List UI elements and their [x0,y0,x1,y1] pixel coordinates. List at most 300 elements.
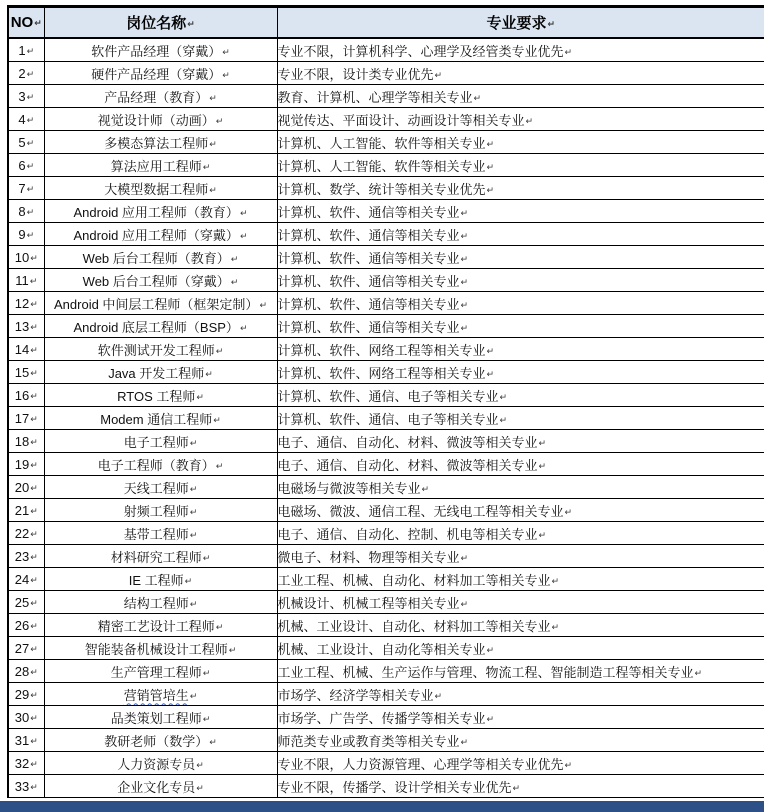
major-requirement: 机械设计、机械工程等相关专业 [277,595,460,611]
table-row [8,430,764,453]
paragraph-mark-icon: ↵ [202,667,211,678]
row-number-cell [8,85,44,108]
major-requirement: 机械、工业设计、自动化等相关专业 [277,641,486,657]
table-row [8,38,764,62]
row-number-cell [8,62,44,85]
row-number-cell [8,614,44,637]
row-number-cell [8,522,44,545]
row-number: 9 [18,226,26,242]
position-name: 算法应用工程师 [110,158,202,174]
major-requirement-cell [277,568,764,591]
row-number-cell [8,246,44,269]
major-requirement-cell [277,499,764,522]
major-requirement-cell [277,292,764,315]
table-row [8,499,764,522]
paragraph-mark-icon: ↵ [551,621,560,632]
major-requirement: 微电子、材料、物理等相关专业 [277,549,460,565]
row-number-cell [8,154,44,177]
major-requirement: 电磁场、微波、通信工程、无线电工程等相关专业 [277,503,564,519]
position-name-cell [44,131,277,154]
col-header-major-requirement-label: 专业要求 [486,15,547,32]
major-requirement-cell [277,430,764,453]
position-name-cell [44,361,277,384]
paragraph-mark-icon: ↵ [30,643,38,654]
row-number-cell [8,338,44,361]
paragraph-mark-icon: ↵ [473,92,482,103]
paragraph-mark-icon: ↵ [26,206,35,217]
paragraph-mark-icon: ↵ [189,598,198,609]
position-name: 生产管理工程师 [110,664,202,680]
major-requirement: 电磁场与微波等相关专业 [277,480,421,496]
row-number-cell [8,177,44,200]
paragraph-mark-icon: ↵ [209,138,217,149]
row-number: 33 [14,778,30,794]
major-requirement-cell [277,407,764,430]
col-header-no-label: NO [10,14,34,31]
position-name-cell [44,200,277,223]
position-name-cell [44,476,277,499]
paragraph-mark-icon: ↵ [26,229,35,240]
paragraph-mark-icon: ↵ [460,207,469,218]
position-name-cell [44,453,277,476]
major-requirement-cell [277,683,764,706]
major-requirement-cell [277,200,764,223]
paragraph-mark-icon: ↵ [209,184,217,195]
paragraph-mark-icon: ↵ [26,114,35,125]
major-requirement: 专业不限，人力资源管理、心理学等相关专业优先 [277,756,564,772]
paragraph-mark-icon: ↵ [30,390,38,401]
paragraph-mark-icon: ↵ [30,321,38,332]
position-name-cell [44,292,277,315]
major-requirement: 专业不限，计算机科学、心理学及经管类专业优先 [277,43,564,59]
table-row [8,177,764,200]
table-header-row [8,7,764,39]
position-name-cell [44,660,277,683]
paragraph-mark-icon: ↵ [187,19,195,29]
position-name-cell [44,430,277,453]
position-name-cell [44,246,277,269]
major-requirement-cell [277,223,764,246]
paragraph-mark-icon: ↵ [196,759,204,770]
position-name-cell [44,568,277,591]
major-requirement: 师范类专业或教育类等相关专业 [277,733,460,749]
paragraph-mark-icon: ↵ [222,69,230,80]
position-name: 电子工程师 [123,434,189,450]
paragraph-mark-icon: ↵ [547,19,556,29]
paragraph-mark-icon: ↵ [202,552,211,563]
position-name-cell [44,223,277,246]
row-number: 29 [14,686,30,702]
table-row [8,706,764,729]
paragraph-mark-icon: ↵ [486,644,495,655]
paragraph-mark-icon: ↵ [460,598,469,609]
major-requirement-cell [277,108,764,131]
position-name: Android 底层工程师（BSP） [73,319,239,335]
position-name: Web 后台工程师（穿戴） [82,273,230,289]
paragraph-mark-icon: ↵ [215,460,224,471]
position-name: 教研老师（数学） [104,733,209,749]
position-name-cell [44,338,277,361]
table-row [8,660,764,683]
position-name: 电子工程师（教育） [97,457,215,473]
table-row [8,637,764,660]
row-number-cell [8,223,44,246]
position-name: Android 应用工程师（教育） [73,204,239,220]
row-number-cell [8,430,44,453]
position-name: 基带工程师 [123,526,189,542]
table-row [8,476,764,499]
major-requirement: 计算机、软件、通信等相关专业 [277,319,460,335]
position-name: Android 应用工程师（穿戴） [73,227,239,243]
major-requirement-cell [277,752,764,775]
paragraph-mark-icon: ↵ [525,115,534,126]
table-row [8,614,764,637]
major-requirement: 工业工程、机械、自动化、材料加工等相关专业 [277,572,551,588]
table-row [8,453,764,476]
major-requirement-cell [277,246,764,269]
position-name-cell [44,384,277,407]
row-number: 7 [18,180,26,196]
paragraph-mark-icon: ↵ [538,529,547,540]
row-number: 8 [18,203,26,219]
paragraph-mark-icon: ↵ [460,736,469,747]
major-requirement: 电子、通信、自动化、控制、机电等相关专业 [277,526,538,542]
position-name: 智能装备机械设计工程师 [84,641,228,657]
row-number-cell [8,568,44,591]
row-number: 14 [14,341,30,357]
major-requirement-cell [277,131,764,154]
row-number: 19 [14,456,30,472]
position-name-cell [44,614,277,637]
row-number-cell [8,591,44,614]
paragraph-mark-icon: ↵ [486,713,495,724]
major-requirement: 计算机、人工智能、软件等相关专业 [277,135,486,151]
major-requirement-cell [277,660,764,683]
position-name-cell [44,177,277,200]
table-row [8,729,764,752]
major-requirement-cell [277,729,764,752]
position-name: 品类策划工程师 [110,710,202,726]
major-requirement: 计算机、软件、通信等相关专业 [277,296,460,312]
major-requirement: 机械、工业设计、自动化、材料加工等相关专业 [277,618,551,634]
paragraph-mark-icon: ↵ [215,115,224,126]
position-name: 硬件产品经理（穿戴） [91,66,222,82]
major-requirement: 计算机、软件、通信等相关专业 [277,227,460,243]
paragraph-mark-icon: ↵ [460,253,469,264]
paragraph-mark-icon: ↵ [213,414,221,425]
position-name-cell [44,62,277,85]
paragraph-mark-icon: ↵ [486,161,495,172]
major-requirement-cell [277,338,764,361]
position-name: 人力资源专员 [117,756,196,772]
table-row [8,131,764,154]
paragraph-mark-icon: ↵ [228,644,237,655]
position-name: 多模态算法工程师 [104,135,209,151]
row-number: 11 [15,272,29,288]
paragraph-mark-icon: ↵ [30,252,38,263]
paragraph-mark-icon: ↵ [239,207,248,218]
major-requirement-cell [277,177,764,200]
table-row [8,752,764,775]
major-requirement: 电子、通信、自动化、材料、微波等相关专业 [277,457,538,473]
position-name: 天线工程师 [123,480,189,496]
row-number: 6 [18,157,26,173]
row-number: 23 [14,548,30,564]
paragraph-mark-icon: ↵ [30,712,38,723]
paragraph-mark-icon: ↵ [460,230,469,241]
paragraph-mark-icon: ↵ [30,436,38,447]
major-requirement: 专业不限，传播学、设计学相关专业优先 [277,779,512,795]
paragraph-mark-icon: ↵ [189,437,198,448]
paragraph-mark-icon: ↵ [196,391,204,402]
position-name: IE 工程师 [128,572,184,588]
table-row [8,85,764,108]
bottom-bar [0,801,764,812]
row-number-cell [8,131,44,154]
paragraph-mark-icon: ↵ [202,161,211,172]
paragraph-mark-icon: ↵ [460,322,469,333]
paragraph-mark-icon: ↵ [209,736,217,747]
row-number-cell [8,315,44,338]
major-requirement-cell [277,706,764,729]
table-row [8,108,764,131]
major-requirement: 计算机、软件、通信、电子等相关专业 [277,388,499,404]
paragraph-mark-icon: ↵ [694,667,703,678]
position-name: RTOS 工程师 [117,388,196,404]
position-name-cell [44,637,277,660]
row-number: 10 [14,249,30,265]
table-row [8,522,764,545]
major-requirement: 计算机、软件、通信等相关专业 [277,273,460,289]
table-row [8,246,764,269]
paragraph-mark-icon: ↵ [205,368,213,379]
paragraph-mark-icon: ↵ [512,782,521,793]
paragraph-mark-icon: ↵ [30,298,38,309]
major-requirement-cell [277,154,764,177]
row-number: 21 [14,502,30,518]
row-number-cell [8,683,44,706]
paragraph-mark-icon: ↵ [189,483,198,494]
position-name: 材料研究工程师 [110,549,202,565]
major-requirement-cell [277,476,764,499]
row-number-cell [8,200,44,223]
position-name-cell [44,85,277,108]
paragraph-mark-icon: ↵ [538,460,547,471]
paragraph-mark-icon: ↵ [196,782,204,793]
position-name-cell [44,752,277,775]
major-requirement-cell [277,545,764,568]
position-name: 射频工程师 [123,503,189,519]
row-number-cell [8,269,44,292]
major-requirement: 工业工程、机械、生产运作与管理、物流工程、智能制造工程等相关专业 [277,664,694,680]
paragraph-mark-icon: ↵ [486,138,495,149]
paragraph-mark-icon: ↵ [30,413,38,424]
paragraph-mark-icon: ↵ [30,620,38,631]
paragraph-mark-icon: ↵ [215,621,224,632]
row-number: 27 [14,640,30,656]
position-name-cell [44,683,277,706]
row-number-cell [8,637,44,660]
row-number-cell [8,545,44,568]
paragraph-mark-icon: ↵ [189,506,198,517]
paragraph-mark-icon: ↵ [30,689,38,700]
position-name-cell [44,706,277,729]
paragraph-mark-icon: ↵ [26,183,35,194]
paragraph-mark-icon: ↵ [30,597,38,608]
position-name: 产品经理（教育） [104,89,209,105]
major-requirement: 计算机、数学、统计等相关专业优先 [277,181,486,197]
paragraph-mark-icon: ↵ [30,505,38,516]
major-requirement: 电子、通信、自动化、材料、微波等相关专业 [277,434,538,450]
position-name-cell [44,729,277,752]
table-row [8,292,764,315]
major-requirement-cell [277,315,764,338]
row-number: 1 [18,42,26,58]
position-name: 结构工程师 [123,595,189,611]
paragraph-mark-icon: ↵ [460,276,469,287]
row-number-cell [8,108,44,131]
table-row [8,407,764,430]
col-header-position-name-label: 岗位名称 [126,15,187,32]
major-requirement-cell [277,384,764,407]
row-number: 17 [14,410,30,426]
row-number: 2 [18,65,26,81]
paragraph-mark-icon: ↵ [189,690,198,701]
position-name: Modem 通信工程师 [100,411,213,427]
table-row [8,315,764,338]
position-name: Web 后台工程师（教育） [82,250,230,266]
jobs-table [7,5,764,798]
paragraph-mark-icon: ↵ [499,391,508,402]
paragraph-mark-icon: ↵ [239,230,248,241]
major-requirement-cell [277,522,764,545]
paragraph-mark-icon: ↵ [26,68,35,79]
major-requirement: 计算机、软件、通信、电子等相关专业 [277,411,499,427]
table-row [8,591,764,614]
position-name-cell [44,269,277,292]
major-requirement-cell [277,614,764,637]
row-number: 18 [14,433,30,449]
major-requirement: 计算机、软件、网络工程等相关专业 [277,342,486,358]
row-number: 16 [14,387,30,403]
row-number: 28 [14,663,30,679]
paragraph-mark-icon: ↵ [460,299,469,310]
position-name: 企业文化专员 [117,779,196,795]
row-number: 30 [14,709,30,725]
major-requirement-cell [277,361,764,384]
row-number-cell [8,384,44,407]
position-name: 软件测试开发工程师 [97,342,215,358]
paragraph-mark-icon: ↵ [26,160,35,171]
major-requirement-cell [277,637,764,660]
paragraph-mark-icon: ↵ [538,437,547,448]
paragraph-mark-icon: ↵ [551,575,560,586]
table-row [8,338,764,361]
table-row [8,384,764,407]
table-row [8,62,764,85]
row-number: 15 [14,364,30,380]
row-number-cell [8,660,44,683]
row-number: 5 [18,134,26,150]
paragraph-mark-icon: ↵ [184,575,193,586]
paragraph-mark-icon: ↵ [434,690,443,701]
paragraph-mark-icon: ↵ [564,46,573,57]
row-number-cell [8,38,44,62]
major-requirement: 计算机、软件、通信等相关专业 [277,250,460,266]
row-number: 12 [14,295,30,311]
major-requirement-cell [277,453,764,476]
major-requirement-cell [277,775,764,798]
paragraph-mark-icon: ↵ [34,18,42,28]
paragraph-mark-icon: ↵ [26,91,35,102]
paragraph-mark-icon: ↵ [486,345,495,356]
position-name: 软件产品经理（穿戴） [91,43,222,59]
position-name-cell [44,407,277,430]
paragraph-mark-icon: ↵ [30,666,38,677]
paragraph-mark-icon: ↵ [26,137,35,148]
position-name: 精密工艺设计工程师 [97,618,215,634]
position-name-cell [44,108,277,131]
row-number: 3 [18,88,26,104]
table-row [8,223,764,246]
major-requirement: 计算机、软件、网络工程等相关专业 [277,365,486,381]
row-number: 25 [14,594,30,610]
paragraph-mark-icon: ↵ [26,45,35,56]
table-row [8,545,764,568]
row-number-cell [8,292,44,315]
paragraph-mark-icon: ↵ [222,46,230,57]
col-header-major-requirement [277,7,764,39]
table-row [8,775,764,798]
paragraph-mark-icon: ↵ [209,92,217,103]
col-header-position-name [44,7,277,39]
paragraph-mark-icon: ↵ [230,276,239,287]
row-number: 13 [14,318,30,334]
table-row [8,361,764,384]
row-number: 4 [18,111,26,127]
paragraph-mark-icon: ↵ [460,552,469,563]
position-name: Java 开发工程师 [108,365,205,381]
major-requirement-cell [277,62,764,85]
major-requirement: 市场学、广告学、传播学等相关专业 [277,710,486,726]
major-requirement-cell [277,591,764,614]
paragraph-mark-icon: ↵ [215,345,224,356]
row-number-cell [8,729,44,752]
table-row [8,154,764,177]
table-row [8,269,764,292]
row-number-cell [8,752,44,775]
paragraph-mark-icon: ↵ [239,322,248,333]
paragraph-mark-icon: ↵ [30,574,38,585]
position-name: 大模型数据工程师 [104,181,209,197]
position-name-cell [44,522,277,545]
position-name-cell [44,775,277,798]
position-name-cell [44,545,277,568]
position-name-cell [44,499,277,522]
paragraph-mark-icon: ↵ [434,69,443,80]
row-number-cell [8,775,44,798]
row-number-cell [8,407,44,430]
major-requirement: 专业不限，设计类专业优先 [277,66,434,82]
major-requirement: 视觉传达、平面设计、动画设计等相关专业 [277,112,525,128]
paragraph-mark-icon: ↵ [564,506,573,517]
position-name-cell [44,591,277,614]
row-number-cell [8,476,44,499]
position-name: 视觉设计师（动画） [97,112,215,128]
paragraph-mark-icon: ↵ [30,344,38,355]
position-name-cell [44,154,277,177]
paragraph-mark-icon: ↵ [30,551,38,562]
